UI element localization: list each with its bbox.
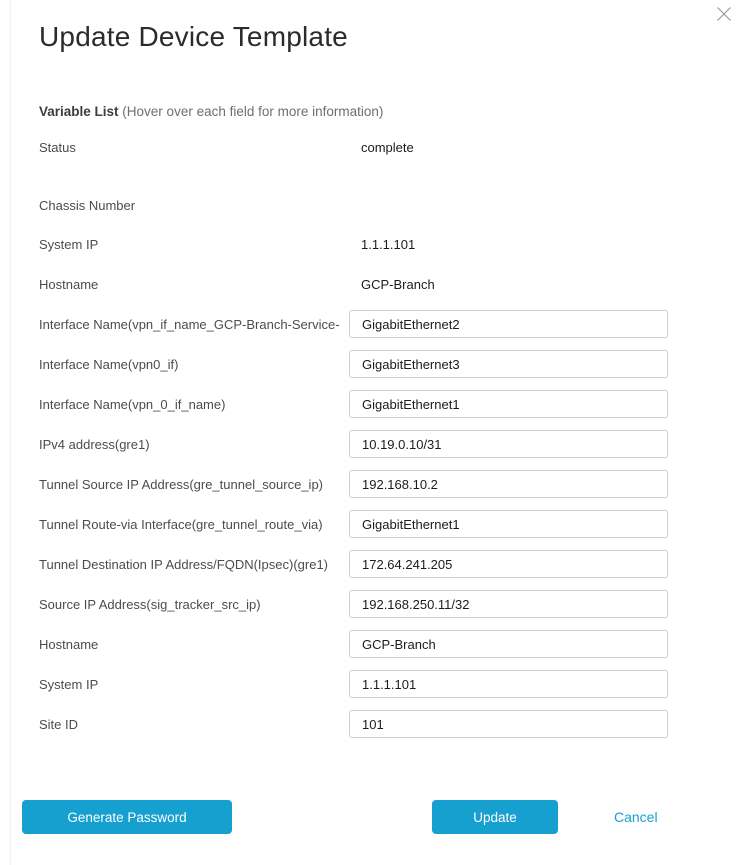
- tunnel-source-ip-label: Tunnel Source IP Address(gre_tunnel_source_ip): [39, 476, 324, 492]
- row-hostname: [39, 277, 668, 293]
- variable-list-label: Variable List: [39, 104, 119, 119]
- dialog-footer: [0, 800, 752, 834]
- close-icon[interactable]: [715, 5, 733, 23]
- field-row-tunnel-destination-ip: [39, 550, 668, 578]
- interface-vpn-if-name-label: Interface Name(vpn_if_name_GCP-Branch-Service-: [39, 316, 340, 332]
- tunnel-route-via-label: Tunnel Route-via Interface(gre_tunnel_route_via): [39, 516, 323, 532]
- interface-vpn-0-if-name-input[interactable]: [349, 390, 668, 418]
- page-title: Update Device Template: [39, 21, 348, 52]
- generate-password-button[interactable]: Generate Password: [22, 800, 232, 834]
- update-button[interactable]: Update: [432, 800, 558, 834]
- modal-left-edge: [10, 0, 11, 865]
- sig-tracker-src-ip-input[interactable]: [349, 590, 668, 618]
- interface-vpn0-if-input[interactable]: [349, 350, 668, 378]
- row-status: [39, 140, 668, 156]
- field-row-sig-tracker-src-ip: [39, 590, 668, 618]
- tunnel-destination-ip-input[interactable]: [349, 550, 668, 578]
- hostname-field-label: Hostname: [39, 636, 99, 652]
- ipv4-gre1-label: IPv4 address(gre1): [39, 436, 150, 452]
- tunnel-destination-ip-label: Tunnel Destination IP Address/FQDN(Ipsec)(gre1): [39, 556, 329, 572]
- hostname-label: Hostname: [39, 277, 99, 292]
- static-rows: [39, 140, 668, 293]
- interface-vpn-0-if-name-label: Interface Name(vpn_0_if_name): [39, 396, 226, 412]
- tunnel-source-ip-input[interactable]: [349, 470, 668, 498]
- cancel-link[interactable]: Cancel: [614, 809, 658, 825]
- row-chassis-number: [39, 198, 668, 214]
- system-ip-field-label: System IP: [39, 676, 99, 692]
- tunnel-route-via-input[interactable]: [349, 510, 668, 538]
- interface-vpn0-if-label: Interface Name(vpn0_if): [39, 356, 179, 372]
- sig-tracker-src-ip-label: Source IP Address(sig_tracker_src_ip): [39, 596, 261, 612]
- system-ip-value: 1.1.1.101: [361, 237, 416, 252]
- field-row-interface-vpn0-if: [39, 350, 668, 378]
- hostname-value: GCP-Branch: [361, 277, 435, 292]
- variable-list-hint: (Hover over each field for more information): [118, 104, 384, 119]
- interface-vpn-if-name-input[interactable]: [349, 310, 668, 338]
- close-x-glyph: [715, 5, 733, 23]
- row-system-ip: [39, 237, 668, 253]
- field-row-tunnel-route-via: [39, 510, 668, 538]
- field-row-site-id: [39, 710, 668, 738]
- site-id-input[interactable]: [349, 710, 668, 738]
- system-ip-label: System IP: [39, 237, 99, 252]
- field-row-tunnel-source-ip: [39, 470, 668, 498]
- variable-input-rows: [39, 310, 668, 738]
- variable-list-heading: [39, 103, 668, 120]
- status-label: Status: [39, 140, 76, 155]
- status-value: complete: [361, 140, 414, 155]
- field-row-ipv4-gre1: [39, 430, 668, 458]
- system-ip-input[interactable]: [349, 670, 668, 698]
- field-row-system-ip: [39, 670, 668, 698]
- site-id-label: Site ID: [39, 716, 79, 732]
- ipv4-gre1-input[interactable]: [349, 430, 668, 458]
- field-row-interface-vpn-if-name: [39, 310, 668, 338]
- chassis-number-label: Chassis Number: [39, 198, 136, 213]
- hostname-input[interactable]: [349, 630, 668, 658]
- field-row-hostname: [39, 630, 668, 658]
- field-row-interface-vpn-0-if-name: [39, 390, 668, 418]
